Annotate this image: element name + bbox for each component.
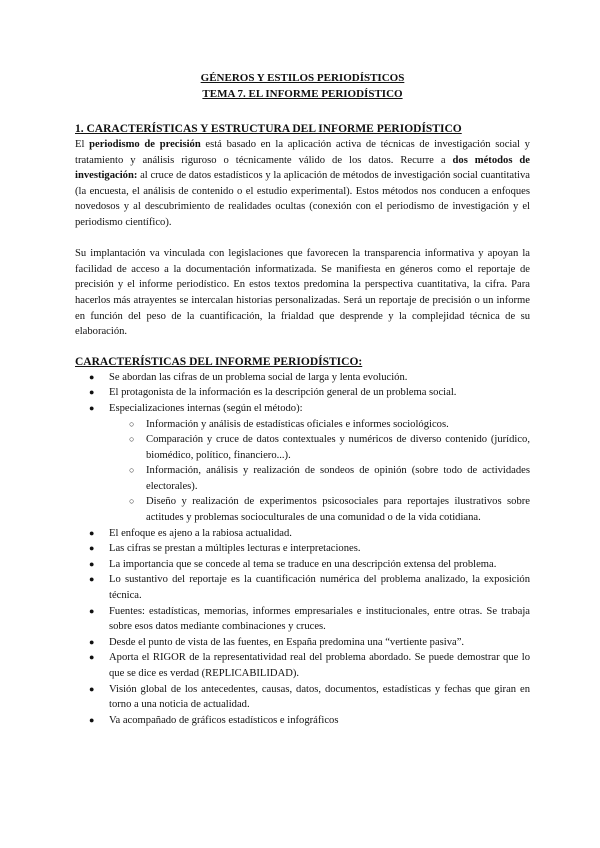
section1-paragraph1 — [75, 137, 530, 231]
p1-text-b: está basado en la aplicación activa de técnicas de investigación social y tratamiento y análisis riguroso o técnicamente válido de los datos. Recurre a — [75, 139, 530, 166]
bullet-icon: ● — [89, 527, 95, 538]
list-item: ● Va acompañado de gráficos estadísticos e infográficos — [75, 713, 530, 729]
bullet-icon: ● — [89, 605, 95, 616]
document-titles — [75, 70, 530, 102]
bullet-icon: ● — [89, 714, 95, 725]
bullet-icon: ● — [89, 387, 95, 398]
sublist-item: ○ Diseño y realización de experimentos psicosociales para reportajes ilustrativos sobre actitudes y problemas socioculturales de una comunidad o de la vida cotidiana. — [129, 496, 530, 524]
bullet-icon: ● — [89, 543, 95, 554]
bullet-icon: ● — [89, 636, 95, 647]
list-item: ● El protagonista de la información es la descripción general de un problema social. — [75, 385, 530, 401]
bullet-icon: ● — [89, 652, 95, 663]
sublist-item: ○ Información, análisis y realización de sondeos de opinión (sobre todo de actividades electorales). — [129, 465, 530, 492]
circle-bullet-icon: ○ — [129, 465, 135, 476]
bullet-icon: ● — [89, 558, 95, 569]
list-item: ● Visión global de los antecedentes, causas, datos, documentos, estadísticas y fechas que giran en torno a una noticia de actualidad. — [89, 683, 530, 711]
circle-bullet-icon: ○ — [129, 434, 135, 445]
p1-bold-term: periodismo de precisión — [89, 139, 201, 150]
list-item: ● Las cifras se prestan a múltiples lecturas e interpretaciones. — [75, 541, 530, 557]
list-item: ● El enfoque es ajeno a la rabiosa actualidad. — [75, 526, 530, 542]
sublist-item: ○ Información y análisis de estadísticas oficiales e informes sociológicos. — [109, 417, 530, 433]
list-item: ● Aporta el RIGOR de la representatividad real del problema abordado. Se puede demostrar que lo que se dice es verdad (REPLICABILIDAD). — [89, 652, 530, 679]
circle-bullet-icon: ○ — [129, 496, 135, 507]
p1-text-c: al cruce de datos estadísticos y la aplicación de métodos de investigación social cuantitativa (la encuesta, el análisis de contenido o el estudio experimental). Estos métodos nos conducen a enfoques novedosos y al descubrimiento de realidades ocultas (conexión con el periodismo de investigación y el periodismo científico). — [75, 170, 530, 228]
characteristics-list — [75, 370, 530, 729]
subject-title: GÉNEROS Y ESTILOS PERIODÍSTICOS — [200, 72, 405, 84]
bullet-icon: ● — [89, 683, 95, 694]
bullet-icon: ● — [89, 371, 95, 382]
bullet-icon: ● — [89, 402, 95, 413]
sublist-item: ○ Comparación y cruce de datos contextuales y numéricos de diverso contenido (jurídico, biomédico, político, financiero...). — [129, 434, 530, 461]
p1-text-a: El — [75, 139, 90, 150]
list-item: ● Fuentes: estadísticas, memorias, informes empresariales e institucionales, entre otras. Se trabaja sobre esos datos mediante combinaciones y cruces. — [89, 605, 530, 633]
document-page — [75, 70, 530, 728]
section1-paragraph2: Su implantación va vinculada con legislaciones que favorecen la transparencia informativa y apoyan la facilidad de acceso a la documentación informatizada. Se manifiesta en géneros como el reportaje de precisión y el informe periodístico. En estos textos predomina la perspectiva cuantitativa, la cifra. Para hacerlos más atrayentes se intercalan historias personalizadas. Será un reportaje de precisión o un informe en función del peso de la cuantificación, la frialdad que desprende y la complejidad técnica de su elaboración. — [75, 248, 530, 338]
list-item: ● Lo sustantivo del reportaje es la cuantificación numérica del problema analizado, la exposición técnica. — [89, 574, 530, 602]
list-item: ● Especializaciones internas (según el método): ○ Información y análisis de estadísticas oficiales e informes sociológicos. ○ Comparación y cruce de datos contextuales y numéricos de diverso contenido (jurídico, biomédico, político, financiero...). ○ Información, análisis y realización de sondeos de opinión (sobre todo de actividades electorales). ○ Diseño y realización de experimentos psicosociales para reportajes ilustrativos sobre actitudes y problemas socioculturales de una comunidad o de la vida cotidiana. — [75, 401, 530, 526]
section1-heading: 1. CARACTERÍSTICAS Y ESTRUCTURA DEL INFORME PERIODÍSTICO — [75, 123, 462, 135]
list-item: ● Desde el punto de vista de las fuentes, en España predomina una “vertiente pasiva”. — [75, 635, 530, 651]
section2-heading: CARACTERÍSTICAS DEL INFORME PERIODÍSTICO: — [75, 355, 363, 368]
bullet-icon: ● — [89, 574, 95, 585]
topic-title: TEMA 7. EL INFORME PERIODÍSTICO — [202, 88, 403, 100]
circle-bullet-icon: ○ — [129, 418, 135, 429]
p1-bold-methods: dos métodos de investigación: — [75, 154, 531, 182]
specializations-sublist — [109, 417, 530, 526]
list-item: ● La importancia que se concede al tema se traduce en una descripción extensa del problema. — [75, 557, 530, 573]
list-item: ● Se abordan las cifras de un problema social de larga y lenta evolución. — [75, 370, 530, 386]
